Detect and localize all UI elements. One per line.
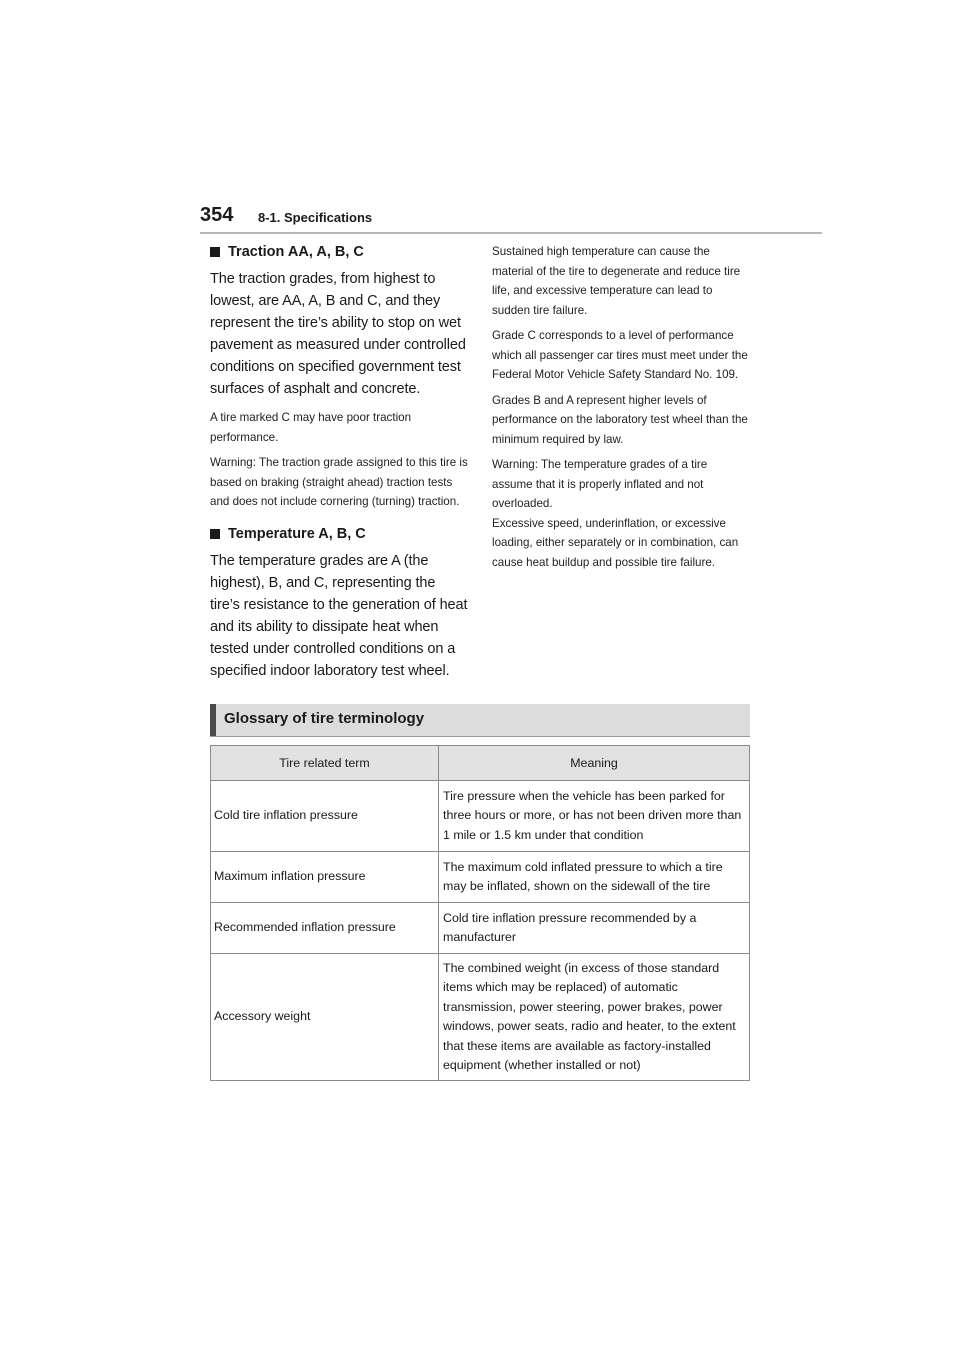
table-row xyxy=(211,852,750,903)
page-header xyxy=(200,204,822,234)
column-header-term: Tire related term xyxy=(211,746,439,781)
glossary-table xyxy=(210,745,750,1081)
temperature-body-text: The temperature grades are A (the highest), B, and C, representing the tire’s resistance to the generation of heat and its ability to dissipate heat when tested under controlled conditions on a specified indoor laboratory test wheel. xyxy=(210,552,468,679)
meaning-cell: The combined weight (in excess of those standard items which may be replaced) of automatic transmission, power steering, power brakes, power windows, power seats, radio and heater, to the extent that these items are available as factory-installed equipment (whether installed or not) xyxy=(439,954,750,1081)
page-number: 354 xyxy=(200,204,234,226)
right-column xyxy=(492,242,750,578)
traction-note: A tire marked C may have poor traction performance. xyxy=(210,411,412,444)
temperature-heading xyxy=(210,526,468,542)
temperature-note-grades-ba: Grades B and A represent higher levels of performance on the laboratory test wheel than the minimum required by law. xyxy=(492,393,748,446)
left-column xyxy=(210,242,468,690)
table-row xyxy=(211,903,750,954)
traction-body: The traction grades, from highest to lowest, are AA, A, B and C, and they represent the tire’s ability to stop on wet pavement as measured under controlled conditions on specified government test surfaces of asphalt and concrete. xyxy=(210,271,466,397)
table-row xyxy=(211,781,750,852)
term-cell: Maximum inflation pressure xyxy=(211,852,439,903)
table-header-row xyxy=(211,746,750,781)
traction-heading-text: Traction AA, A, B, C xyxy=(228,244,364,260)
term-cell: Cold tire inflation pressure xyxy=(211,781,439,852)
column-header-meaning: Meaning xyxy=(439,746,750,781)
meaning-cell: Tire pressure when the vehicle has been parked for three hours or more, or has not been driven more than 1 mile or 1.5 km under that condition xyxy=(439,781,750,852)
term-cell: Accessory weight xyxy=(211,954,439,1081)
temperature-heading-text: Temperature A, B, C xyxy=(228,525,366,542)
temperature-note-failure: Sustained high temperature can cause the material of the tire to degenerate and reduce tire life, and excessive temperature can lead to sudden tire failure. xyxy=(492,245,741,317)
section-label: 8-1. Specifications xyxy=(258,210,373,225)
meaning-cell: The maximum cold inflated pressure to which a tire may be inflated, shown on the sidewall of the tire xyxy=(439,852,750,903)
term-cell: Recommended inflation pressure xyxy=(211,903,439,954)
glossary-title: Glossary of tire terminology xyxy=(224,710,425,727)
temperature-note-grade-c: Grade C corresponds to a level of performance which all passenger car tires must meet under the Federal Motor Vehicle Safety Standard No. 109. xyxy=(492,329,748,381)
heading-accent xyxy=(210,704,216,736)
temperature-warning: Warning: The temperature grades of a tire assume that it is properly inflated and not overloaded. xyxy=(492,458,708,510)
square-bullet-icon xyxy=(210,529,220,539)
traction-warning: Warning: The traction grade assigned to this tire is based on braking (straight ahead) traction tests and does not include cornering (turning) traction. xyxy=(210,456,468,508)
meaning-cell: Cold tire inflation pressure recommended by a manufacturer xyxy=(439,903,750,954)
table-row xyxy=(211,954,750,1081)
header-divider xyxy=(200,232,822,234)
temperature-warning-cont: Excessive speed, underinflation, or excessive loading, either separately or in combination, can cause heat buildup and possible tire failure. xyxy=(492,516,739,569)
glossary-heading-bar xyxy=(210,704,750,737)
temperature-body xyxy=(210,550,468,682)
traction-heading xyxy=(210,244,468,260)
square-bullet-icon xyxy=(210,247,220,257)
